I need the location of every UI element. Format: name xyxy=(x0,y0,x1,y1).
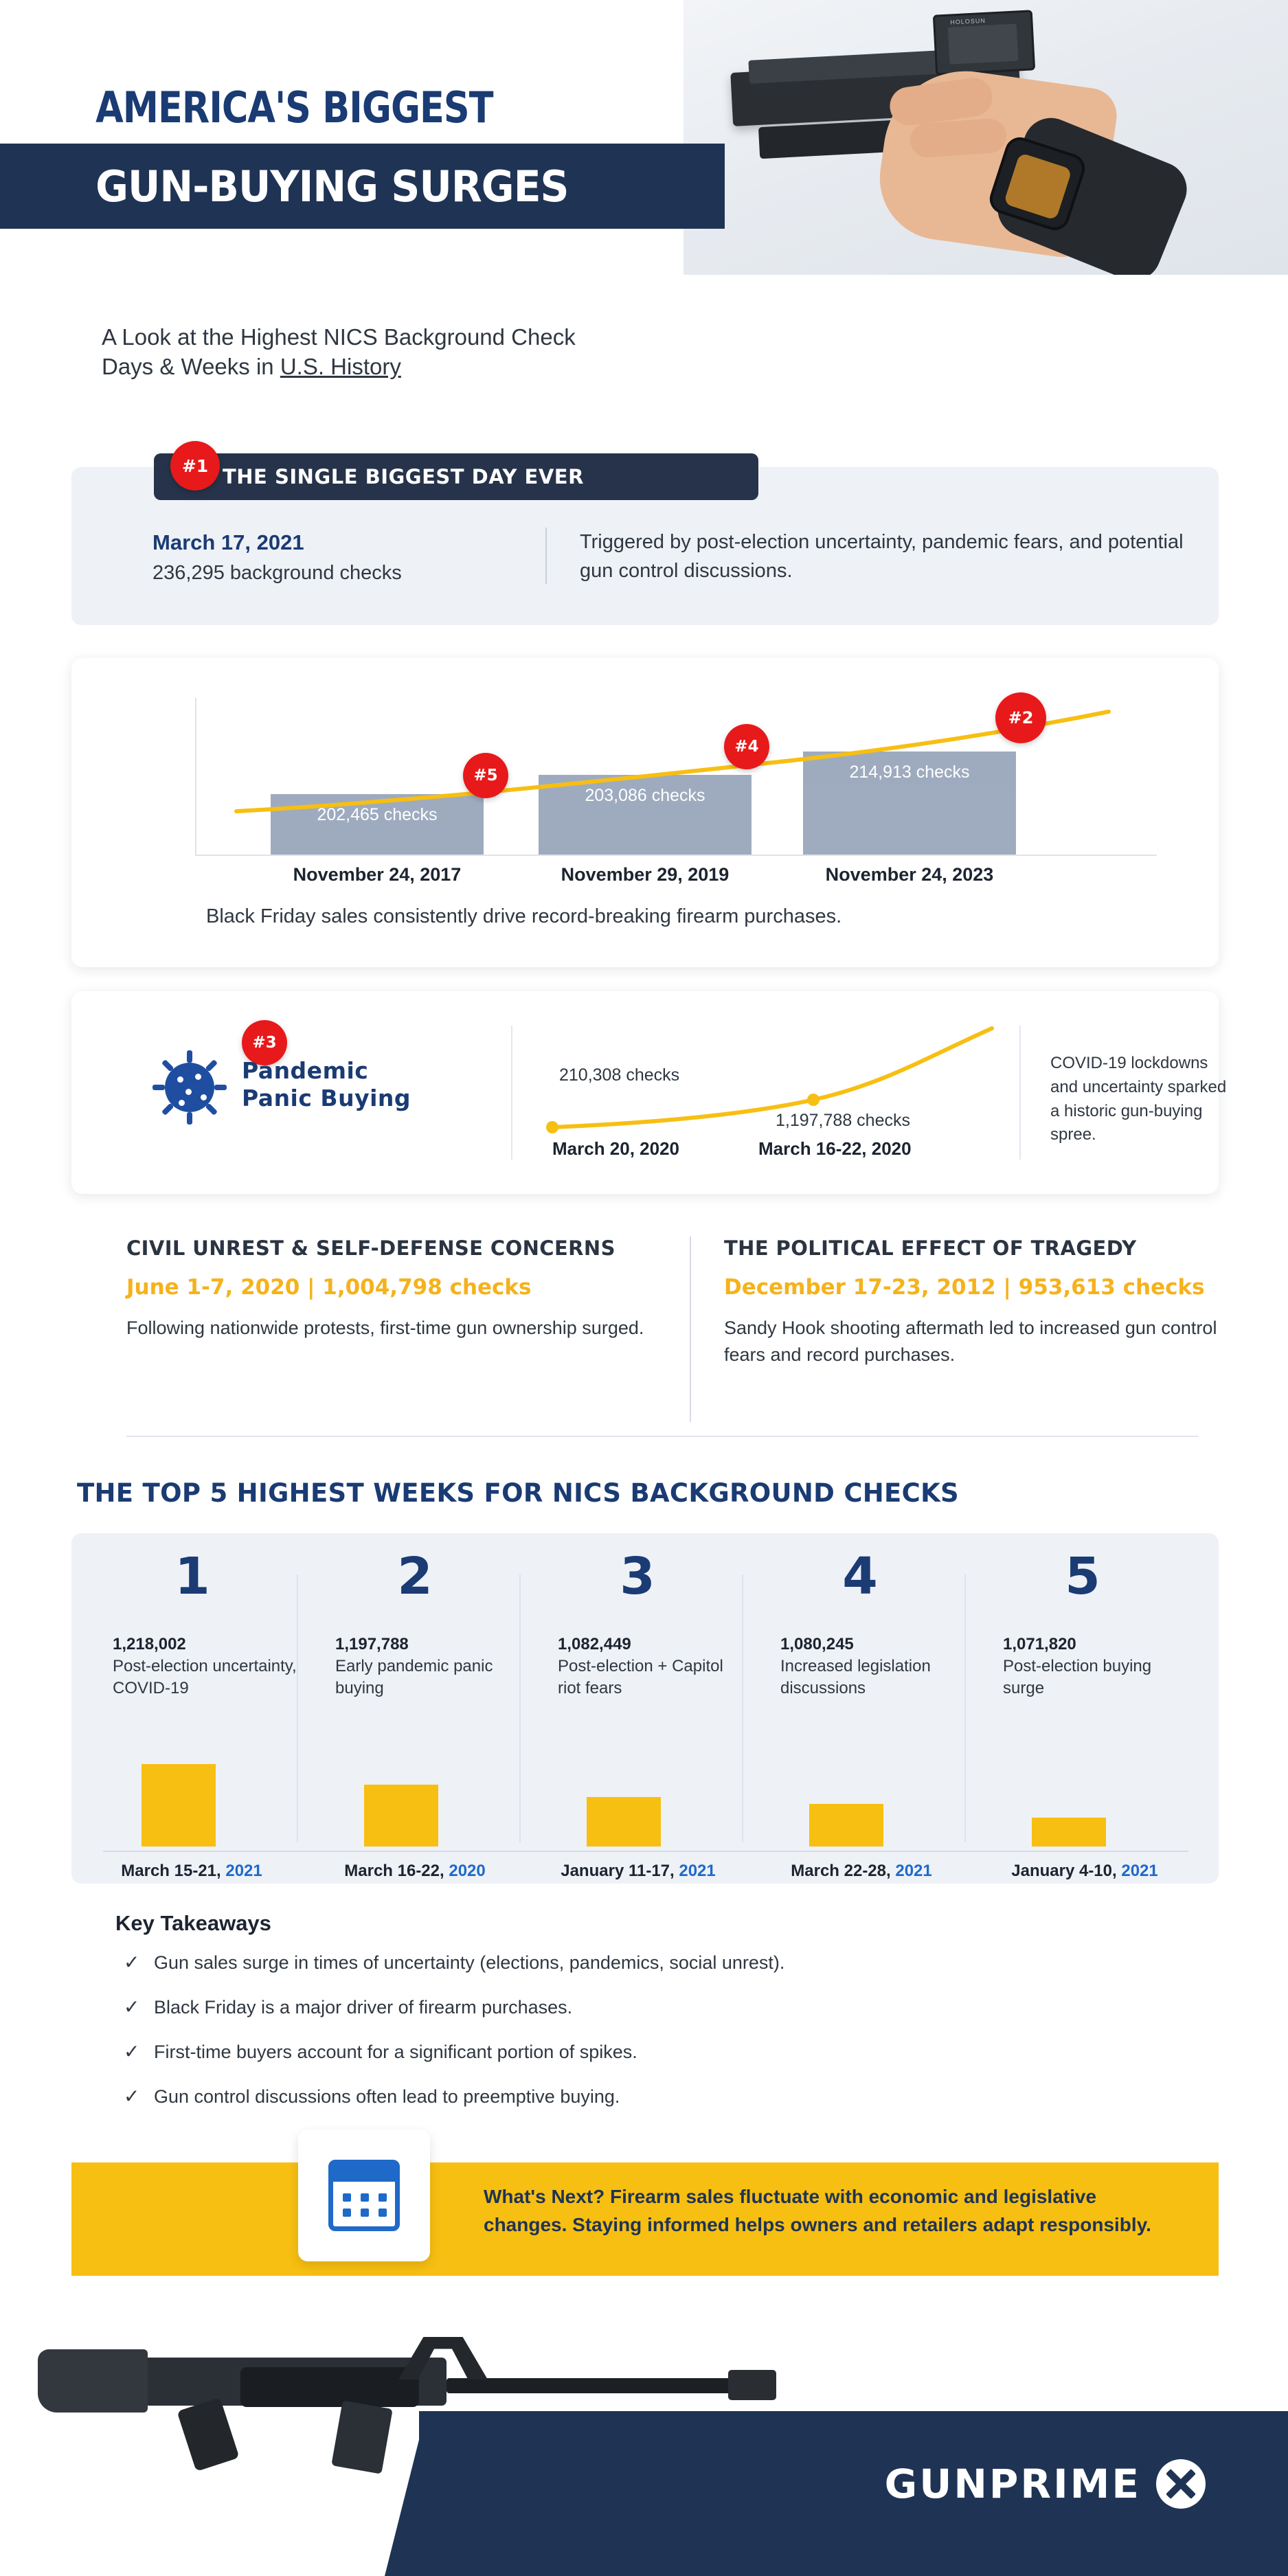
rank-badge-2: #2 xyxy=(995,692,1046,743)
biggest-day-date: March 17, 2021 xyxy=(152,530,304,554)
biggest-day-stat xyxy=(152,530,523,585)
top5-date-2: March 16-22, 2020 xyxy=(344,1862,486,1880)
top5-desc-2: Early pandemic panic buying xyxy=(335,1657,493,1697)
check-icon: ✓ xyxy=(124,1952,140,1973)
brand-mark-icon xyxy=(1156,2459,1206,2509)
brand-name: GUNPRIME xyxy=(884,2461,1141,2507)
top5-date-labels xyxy=(71,1862,1219,1896)
top5-rank-2: 2 xyxy=(397,1547,433,1606)
virus-dot xyxy=(185,1089,192,1095)
pandemic-title-line1: Pandemic xyxy=(242,1057,369,1084)
top5-date-1: March 15-21, 2021 xyxy=(121,1862,262,1880)
pandemic-title-line2: Panic Buying xyxy=(242,1084,411,1111)
virus-spike xyxy=(214,1085,227,1090)
pandemic-chart xyxy=(539,1023,1013,1160)
virus-spike xyxy=(161,1103,174,1116)
biggest-day-description: Triggered by post-election uncertainty, pandemic fears, and potential gun control discussions. xyxy=(580,531,1184,583)
top5-panel xyxy=(71,1533,1219,1884)
cta-text: What's Next? Firearm sales fluctuate with economic and legislative changes. Staying informed helps owners and retailers adapt responsibly. xyxy=(484,2186,1151,2235)
political-tragedy-stat: December 17-23, 2012 | 953,613 checks xyxy=(724,1275,1205,1300)
political-tragedy-block xyxy=(724,1236,1246,1368)
divider xyxy=(742,1574,743,1842)
takeaway-item xyxy=(124,2085,1154,2109)
takeaway-text: First-time buyers account for a significant portion of spikes. xyxy=(154,2042,637,2063)
top5-number-3: 1,082,449 xyxy=(558,1635,631,1653)
watch-face xyxy=(1004,152,1072,221)
subtitle-line-2 xyxy=(102,352,576,382)
bar-2023: 214,913 checks xyxy=(803,752,1016,855)
pandemic-value-2: 1,197,788 checks xyxy=(776,1111,910,1130)
black-friday-panel xyxy=(71,658,1219,967)
top5-number-5: 1,071,820 xyxy=(1003,1635,1076,1653)
virus-spike xyxy=(187,1112,192,1125)
divider xyxy=(964,1574,966,1842)
top5-desc-3: Post-election + Capitol riot fears xyxy=(558,1657,723,1697)
pandemic-date-2: March 16-22, 2020 xyxy=(758,1138,912,1159)
hero-photo xyxy=(683,0,1288,275)
hero-section xyxy=(0,0,1288,379)
pandemic-date-1: March 20, 2020 xyxy=(552,1138,680,1159)
top5-title: THE TOP 5 HIGHEST WEEKS FOR NICS BACKGROUND CHECKS xyxy=(77,1478,960,1508)
top5-bar-1 xyxy=(142,1764,216,1846)
divider xyxy=(297,1574,298,1842)
rifle-barrel xyxy=(447,2378,742,2393)
optic-brand-label: HOLOSUN xyxy=(950,16,986,26)
political-tragedy-body: Sandy Hook shooting aftermath led to increased gun control fears and record purchases. xyxy=(724,1318,1217,1366)
black-friday-chart xyxy=(195,698,1157,856)
top5-date-5: January 4-10, 2021 xyxy=(1011,1862,1158,1880)
red-dot-optic-icon xyxy=(933,10,1035,75)
rifle-grip xyxy=(177,2397,239,2472)
top5-column-2 xyxy=(310,1547,519,1846)
pandemic-title xyxy=(242,1057,411,1111)
top5-axis xyxy=(103,1851,1188,1852)
key-takeaways-title: Key Takeaways xyxy=(115,1911,271,1935)
divider xyxy=(519,1574,521,1842)
top5-bar-5 xyxy=(1032,1818,1106,1846)
bar-label-2023: November 24, 2023 xyxy=(825,864,994,885)
virus-spike xyxy=(187,1050,192,1063)
virus-dot xyxy=(179,1100,185,1106)
civil-unrest-stat: June 1-7, 2020 | 1,004,798 checks xyxy=(126,1275,532,1300)
top5-rank-5: 5 xyxy=(1065,1547,1100,1606)
optic-glass xyxy=(948,23,1019,64)
top5-column-5 xyxy=(978,1547,1187,1846)
top5-desc-1: Post-election uncertainty, COVID-19 xyxy=(113,1657,297,1697)
top5-bar-4 xyxy=(809,1804,883,1846)
brand-logo xyxy=(885,2459,1206,2509)
takeaway-text: Gun control discussions often lead to preemptive buying. xyxy=(154,2086,620,2108)
top5-column-3 xyxy=(533,1547,742,1846)
top5-number-4: 1,080,245 xyxy=(780,1635,854,1653)
footer xyxy=(0,2287,1288,2576)
takeaway-text: Black Friday is a major driver of firearm purchases. xyxy=(154,1997,573,2018)
virus-spike xyxy=(152,1085,165,1090)
top5-column-1 xyxy=(88,1547,297,1846)
top5-desc-5: Post-election buying surge xyxy=(1003,1657,1152,1697)
rank-badge-5: #5 xyxy=(463,753,508,798)
pandemic-value-1: 210,308 checks xyxy=(559,1065,680,1085)
virus-dot xyxy=(195,1074,201,1080)
bar-label-2019: November 29, 2019 xyxy=(561,864,730,885)
bar-label-2017: November 24, 2017 xyxy=(293,864,462,885)
civil-unrest-heading: CIVIL UNREST & SELF-DEFENSE CONCERNS xyxy=(126,1236,615,1260)
page-subtitle xyxy=(102,323,576,382)
top5-date-3: January 11-17, 2021 xyxy=(561,1862,716,1880)
top5-desc-4: Increased legislation discussions xyxy=(780,1657,931,1697)
calendar-header xyxy=(332,2164,396,2182)
top5-date-4: March 22-28, 2021 xyxy=(791,1862,932,1880)
political-tragedy-heading: THE POLITICAL EFFECT OF TRAGEDY xyxy=(724,1236,1137,1260)
virus-dot xyxy=(177,1076,183,1083)
virus-icon xyxy=(154,1052,225,1123)
rifle-magazine xyxy=(331,2400,393,2474)
takeaway-item xyxy=(124,1996,1154,2020)
check-icon: ✓ xyxy=(124,2041,140,2063)
key-takeaways-list xyxy=(124,1951,1154,2129)
biggest-day-heading: THE SINGLE BIGGEST DAY EVER xyxy=(154,453,758,500)
top5-bar-2 xyxy=(364,1785,438,1846)
check-icon: ✓ xyxy=(124,2086,140,2108)
top5-column-4 xyxy=(756,1547,964,1846)
bar-2017: 202,465 checks xyxy=(271,794,484,855)
biggest-day-panel xyxy=(71,455,1219,625)
takeaway-text: Gun sales surge in times of uncertainty (elections, pandemics, social unrest). xyxy=(154,1952,785,1973)
black-friday-note: Black Friday sales consistently drive record-breaking firearm purchases. xyxy=(206,905,842,927)
pandemic-panel xyxy=(71,991,1227,1194)
takeaway-item xyxy=(124,2040,1154,2064)
rifle-handguard xyxy=(240,2367,419,2407)
civil-unrest-block xyxy=(126,1236,648,1342)
divider xyxy=(1019,1026,1021,1160)
calendar-icon-card xyxy=(298,2129,430,2261)
cta-banner xyxy=(71,2162,1219,2276)
page-title-line2: GUN-BUYING SURGES xyxy=(95,161,569,212)
divider xyxy=(511,1026,512,1160)
page-title-line1: AMERICA'S BIGGEST xyxy=(95,82,493,133)
top5-rank-1: 1 xyxy=(174,1547,210,1606)
divider xyxy=(545,528,547,584)
title-band xyxy=(0,144,725,229)
civil-unrest-body: Following nationwide protests, first-time gun ownership surged. xyxy=(126,1318,644,1338)
rifle-muzzle xyxy=(728,2370,776,2400)
rank-badge-1: #1 xyxy=(170,441,220,490)
section-rule xyxy=(126,1436,1198,1437)
top5-rank-4: 4 xyxy=(842,1547,878,1606)
top5-number-1: 1,218,002 xyxy=(113,1635,186,1653)
title-block xyxy=(0,82,756,229)
subtitle-line-1: A Look at the Highest NICS Background Check xyxy=(102,324,576,350)
check-icon: ✓ xyxy=(124,1996,140,2018)
finger-2 xyxy=(909,117,1007,159)
top5-bar-3 xyxy=(587,1797,661,1846)
two-column-section xyxy=(71,1230,1219,1443)
top5-number-2: 1,197,788 xyxy=(335,1635,409,1653)
subtitle-link: U.S. History xyxy=(280,353,401,379)
biggest-day-checks: 236,295 background checks xyxy=(152,562,402,584)
virus-dot xyxy=(201,1094,207,1100)
calendar-icon xyxy=(328,2160,400,2231)
takeaway-item xyxy=(124,1951,1154,1975)
bar-2019: 203,086 checks xyxy=(539,775,752,855)
rank-badge-3: #3 xyxy=(242,1020,287,1065)
virus-spike xyxy=(205,1103,218,1116)
virus-spike xyxy=(205,1059,218,1072)
rank-badge-4: #4 xyxy=(724,724,769,769)
top5-rank-3: 3 xyxy=(620,1547,655,1606)
pandemic-note: COVID-19 lockdowns and uncertainty sparked a historic gun-buying spree. xyxy=(1050,1054,1227,1144)
divider xyxy=(690,1236,691,1422)
subtitle-line-2-text: Days & Weeks in xyxy=(102,353,280,379)
rifle-stock xyxy=(38,2349,148,2413)
